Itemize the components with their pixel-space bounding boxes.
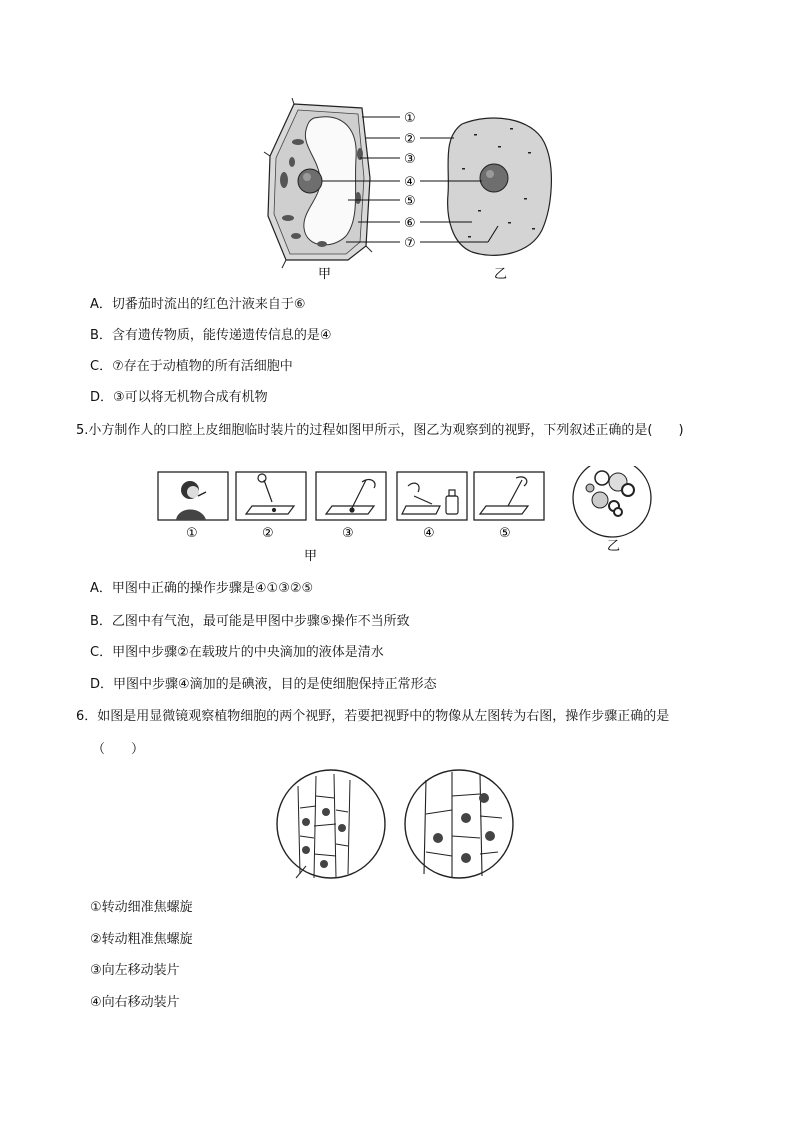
- caption-jia: 甲: [304, 549, 318, 562]
- animal-cell: [448, 118, 552, 255]
- q4-option-a: A．切番茄时流出的红色汁液来自于⑥: [90, 297, 306, 312]
- q5-option-d: D．甲图中步骤④滴加的是碘液，目的是使细胞保持正常形态: [90, 677, 437, 692]
- label-5: ⑤: [404, 194, 416, 209]
- right-view: [405, 770, 513, 878]
- step-label-1: ①: [186, 526, 198, 541]
- label-3: ③: [404, 152, 416, 167]
- q6-stem: 6．如图是用显微镜观察植物细胞的两个视野，若要把视野中的物像从左图转为右图，操作步骤正确的是: [76, 709, 670, 724]
- q5-option-a: A．甲图中正确的操作步骤是④①③②⑤: [90, 581, 314, 596]
- slide-prep-steps-figure: [156, 466, 656, 562]
- q5-option-b: B．乙图中有气泡，最可能是甲图中步骤⑤操作不当所致: [90, 614, 410, 629]
- microscope-views-figure: [276, 766, 518, 884]
- step-label-2: ②: [262, 526, 274, 541]
- label-7: ⑦: [404, 236, 416, 251]
- step-label-4: ④: [423, 526, 435, 541]
- caption-yi: 乙: [607, 539, 621, 554]
- label-6: ⑥: [404, 216, 416, 231]
- q5-stem: 5.小方制作人的口腔上皮细胞临时装片的过程如图甲所示，图乙为观察到的视野，下列叙述正确的是( ): [76, 423, 684, 438]
- step-label-3: ③: [342, 526, 354, 541]
- q5-option-c: C．甲图中步骤②在载玻片的中央滴加的液体是清水: [90, 645, 384, 660]
- q6-stem-cont: （ ）: [92, 742, 145, 757]
- cell-diagram: [262, 98, 562, 284]
- q4-option-d: D．③可以将无机物合成有机物: [90, 390, 268, 405]
- label-1: ①: [404, 111, 416, 126]
- q4-option-c: C．⑦存在于动植物的所有活细胞中: [90, 359, 293, 374]
- caption-jia: 甲: [318, 267, 332, 282]
- caption-yi: 乙: [494, 267, 508, 282]
- field-of-view-with-bubbles: [573, 466, 651, 537]
- q6-option-3: ③向左移动装片: [90, 963, 180, 978]
- q4-option-b: B．含有遗传物质，能传递遗传信息的是④: [90, 328, 332, 343]
- q6-option-2: ②转动粗准焦螺旋: [90, 932, 193, 947]
- q6-option-4: ④向右移动装片: [90, 995, 180, 1010]
- q6-option-1: ①转动细准焦螺旋: [90, 900, 193, 915]
- label-4: ④: [404, 175, 416, 190]
- label-2: ②: [404, 132, 416, 147]
- left-view: [277, 770, 385, 878]
- step-label-5: ⑤: [499, 526, 511, 541]
